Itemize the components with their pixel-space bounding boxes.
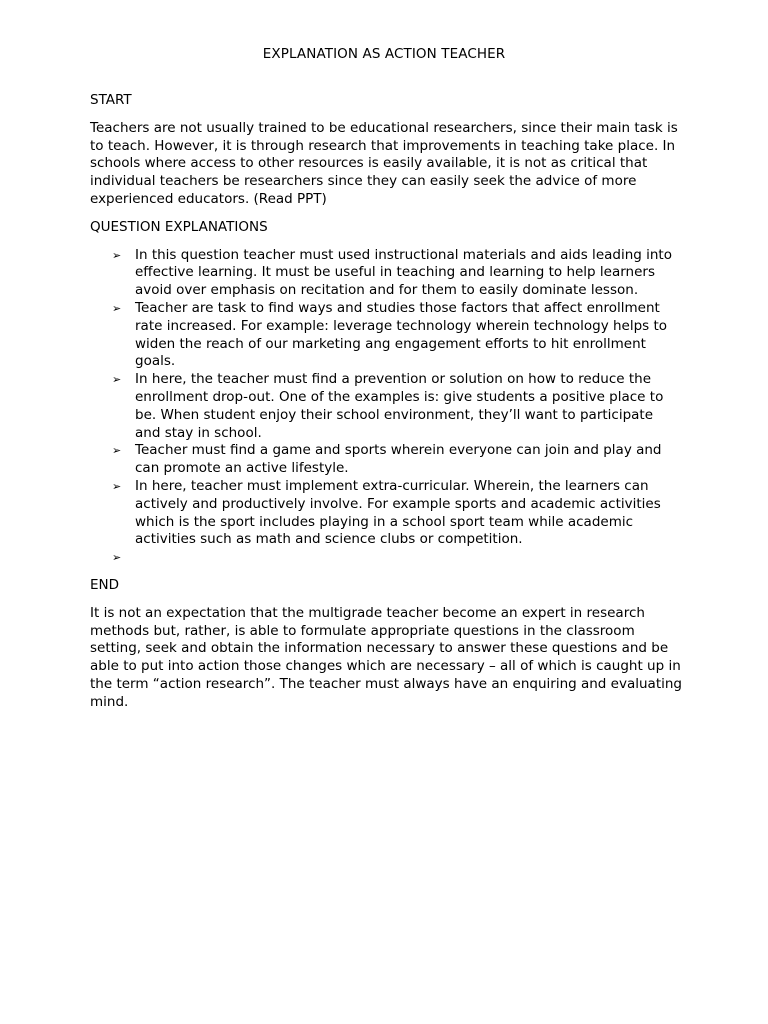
document-body xyxy=(90,92,682,722)
start-heading: START xyxy=(90,92,132,108)
document-title: EXPLANATION AS ACTION TEACHER xyxy=(262,46,506,62)
end-heading: END xyxy=(90,576,120,593)
list-item-text: Teacher are task to find ways and studies those factors that affect enrollment rate increased. For example: leverage technology wherein technology helps to widen the reach of our marketing ang engagement efforts to hit enrollment goals. xyxy=(135,299,668,370)
list-item xyxy=(90,549,682,567)
list-item xyxy=(90,371,682,442)
list-item-text: In here, teacher must implement extra-curricular. Wherein, the learners can actively and productively involve. For example sports and academic activities which is the sport includes playing in a school sport team while academic activities such as math and science clubs or competition. xyxy=(135,477,661,548)
list-item xyxy=(90,478,682,549)
list-item-text: Teacher must find a game and sports wherein everyone can join and play and can promote an active lifestyle. xyxy=(135,442,662,477)
questions-heading: QUESTION EXPLANATIONS xyxy=(90,218,268,235)
arrow-bullet-icon: ➢ xyxy=(112,479,122,493)
list-item xyxy=(90,300,682,371)
list-item xyxy=(90,247,682,300)
list-item-text: In this question teacher must used instructional materials and aids leading into effective learning. It must be useful in teaching and learning to help learners avoid over emphasis on recitation and for them to easily dominate lesson. xyxy=(135,246,672,299)
arrow-bullet-icon: ➢ xyxy=(112,551,122,565)
arrow-bullet-icon: ➢ xyxy=(112,301,122,315)
end-paragraph: It is not an expectation that the multigrade teacher become an expert in research methods but, rather, is able to formulate appropriate questions in the classroom setting, seek and obtain the information necessary to answer these questions and be able to put into action those changes which are necessary – all of which is caught up in the term “action research”. The teacher must always have an enquiring and evaluating mind. xyxy=(90,604,682,710)
list-item xyxy=(90,442,682,478)
arrow-bullet-icon: ➢ xyxy=(112,373,122,387)
arrow-bullet-icon: ➢ xyxy=(112,444,122,458)
arrow-bullet-icon: ➢ xyxy=(112,248,122,262)
question-explanations-list xyxy=(90,247,682,567)
list-item-text: In here, the teacher must find a prevention or solution on how to reduce the enrollment drop-out. One of the examples is: give students a positive place to be. When student enjoy their school environment, they’ll want to participate and stay in school. xyxy=(135,371,664,441)
start-paragraph: Teachers are not usually trained to be educational researchers, since their main task is to teach. However, it is through research that improvements in teaching take place. In schools where access to other resources is easily available, it is not as critical that individual teachers be researchers since they can easily seek the advice of more experienced educators. (Read PPT) xyxy=(90,119,678,207)
